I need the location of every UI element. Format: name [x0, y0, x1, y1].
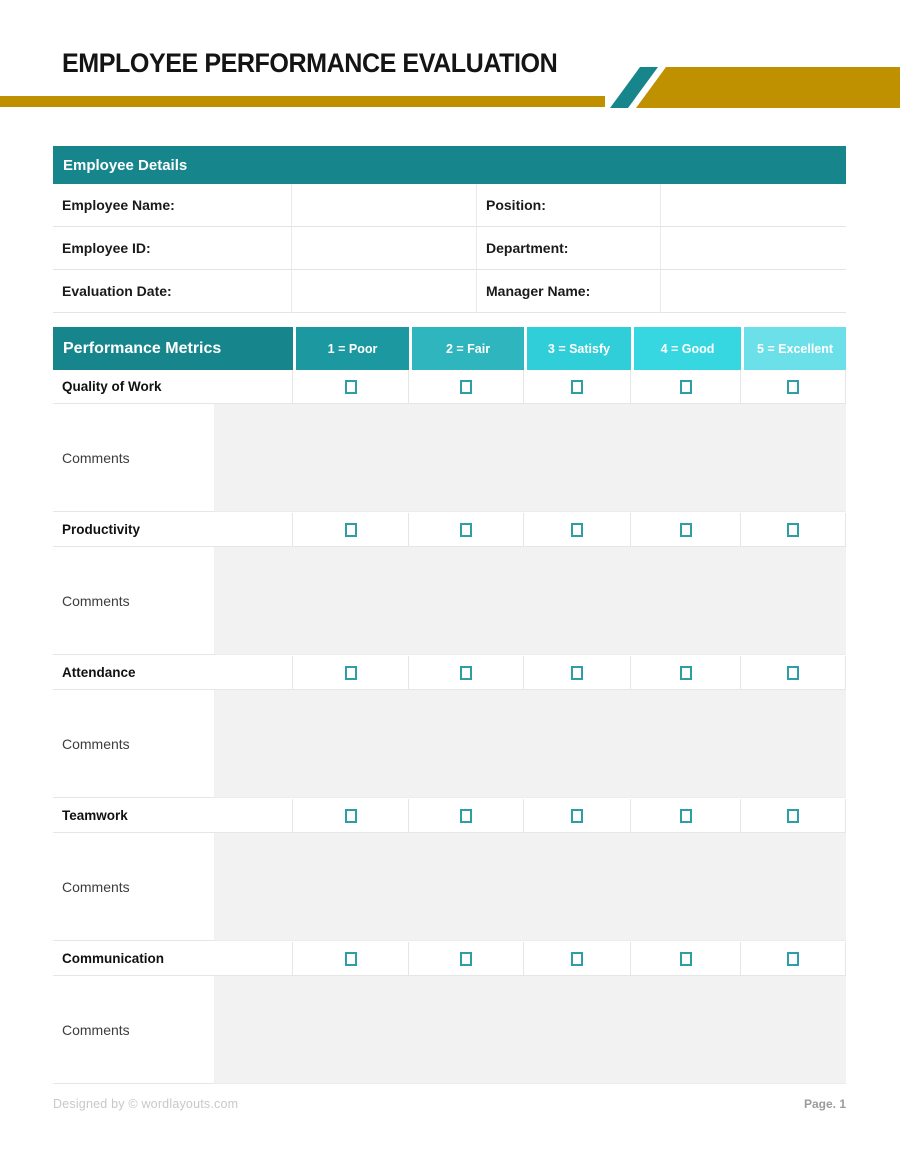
rating-header-excellent: 5 = Excellent [741, 327, 846, 370]
metric-label: Quality of Work [53, 370, 293, 403]
employee-details-section [53, 146, 846, 313]
checkbox-cell [409, 513, 524, 546]
attendance-poor-checkbox[interactable] [345, 666, 357, 680]
checkbox-cell [524, 513, 631, 546]
checkbox-cell [293, 656, 409, 689]
checkbox-cell [409, 799, 524, 832]
metrics-header-row [53, 327, 846, 370]
attendance-satisfy-checkbox[interactable] [571, 666, 583, 680]
checkbox-cell [631, 656, 741, 689]
comments-label: Comments [53, 833, 215, 941]
checkbox-cell [631, 942, 741, 975]
attendance-excellent-checkbox[interactable] [787, 666, 799, 680]
quality-poor-checkbox[interactable] [345, 380, 357, 394]
productivity-comments-area[interactable] [215, 547, 846, 655]
metric-label: Productivity [53, 513, 293, 546]
communication-excellent-checkbox[interactable] [787, 952, 799, 966]
footer-page-number: Page. 1 [803, 1097, 846, 1111]
position-field[interactable] [661, 184, 846, 227]
teamwork-excellent-checkbox[interactable] [787, 809, 799, 823]
productivity-poor-checkbox[interactable] [345, 523, 357, 537]
gold-bar-block [630, 67, 900, 108]
checkbox-cell [293, 513, 409, 546]
checkbox-cell [631, 799, 741, 832]
productivity-good-checkbox[interactable] [680, 523, 692, 537]
rating-header-poor: 1 = Poor [293, 327, 409, 370]
teamwork-fair-checkbox[interactable] [460, 809, 472, 823]
rating-header-satisfy: 3 = Satisfy [524, 327, 631, 370]
page-title: EMPLOYEE PERFORMANCE EVALUATION [62, 48, 558, 78]
checkbox-cell [409, 942, 524, 975]
attendance-good-checkbox[interactable] [680, 666, 692, 680]
metric-label: Communication [53, 942, 293, 975]
metric-label: Attendance [53, 656, 293, 689]
metric-row-teamwork [53, 799, 846, 833]
manager-name-field[interactable] [661, 270, 846, 313]
checkbox-cell [631, 370, 741, 403]
checkbox-cell [524, 942, 631, 975]
checkbox-cell [293, 370, 409, 403]
employee-id-label: Employee ID: [53, 227, 292, 270]
communication-satisfy-checkbox[interactable] [571, 952, 583, 966]
comments-row-productivity [53, 547, 846, 655]
quality-excellent-checkbox[interactable] [787, 380, 799, 394]
checkbox-cell [741, 799, 846, 832]
comments-row-teamwork [53, 833, 846, 941]
communication-comments-area[interactable] [215, 976, 846, 1084]
rating-header-good: 4 = Good [631, 327, 741, 370]
quality-good-checkbox[interactable] [680, 380, 692, 394]
checkbox-cell [741, 656, 846, 689]
position-label: Position: [477, 184, 661, 227]
checkbox-cell [741, 370, 846, 403]
metric-row-quality-of-work [53, 370, 846, 404]
teamwork-good-checkbox[interactable] [680, 809, 692, 823]
evaluation-date-label: Evaluation Date: [53, 270, 292, 313]
productivity-excellent-checkbox[interactable] [787, 523, 799, 537]
comments-row-quality-of-work [53, 404, 846, 512]
employee-name-field[interactable] [292, 184, 477, 227]
attendance-fair-checkbox[interactable] [460, 666, 472, 680]
employee-details-header-label: Employee Details [63, 156, 188, 174]
communication-poor-checkbox[interactable] [345, 952, 357, 966]
productivity-fair-checkbox[interactable] [460, 523, 472, 537]
comments-label: Comments [53, 547, 215, 655]
checkbox-cell [409, 656, 524, 689]
teamwork-satisfy-checkbox[interactable] [571, 809, 583, 823]
comments-label: Comments [53, 690, 215, 798]
comments-row-communication [53, 976, 846, 1084]
metric-row-communication [53, 942, 846, 976]
checkbox-cell [631, 513, 741, 546]
quality-comments-area[interactable] [215, 404, 846, 512]
employee-details-table [53, 184, 846, 313]
employee-details-header [53, 146, 846, 184]
checkbox-cell [524, 799, 631, 832]
page-footer [53, 1097, 846, 1111]
employee-id-field[interactable] [292, 227, 477, 270]
communication-fair-checkbox[interactable] [460, 952, 472, 966]
footer-credit: Designed by © wordlayouts.com [53, 1097, 239, 1111]
evaluation-date-field[interactable] [292, 270, 477, 313]
checkbox-cell [293, 799, 409, 832]
performance-metrics-section [53, 327, 846, 1085]
checkbox-cell [524, 370, 631, 403]
communication-good-checkbox[interactable] [680, 952, 692, 966]
quality-fair-checkbox[interactable] [460, 380, 472, 394]
comments-label: Comments [53, 404, 215, 512]
manager-name-label: Manager Name: [477, 270, 661, 313]
comments-row-attendance [53, 690, 846, 798]
checkbox-cell [741, 942, 846, 975]
department-field[interactable] [661, 227, 846, 270]
checkbox-cell [409, 370, 524, 403]
gold-bar-thin [0, 96, 605, 107]
metric-row-productivity [53, 513, 846, 547]
checkbox-cell [524, 656, 631, 689]
productivity-satisfy-checkbox[interactable] [571, 523, 583, 537]
checkbox-cell [293, 942, 409, 975]
quality-satisfy-checkbox[interactable] [571, 380, 583, 394]
metric-label: Teamwork [53, 799, 293, 832]
attendance-comments-area[interactable] [215, 690, 846, 798]
metric-row-attendance [53, 656, 846, 690]
rating-header-fair: 2 = Fair [409, 327, 524, 370]
checkbox-cell [741, 513, 846, 546]
teamwork-poor-checkbox[interactable] [345, 809, 357, 823]
department-label: Department: [477, 227, 661, 270]
performance-metrics-header: Performance Metrics [53, 327, 293, 370]
teamwork-comments-area[interactable] [215, 833, 846, 941]
comments-label: Comments [53, 976, 215, 1084]
employee-name-label: Employee Name: [53, 184, 292, 227]
